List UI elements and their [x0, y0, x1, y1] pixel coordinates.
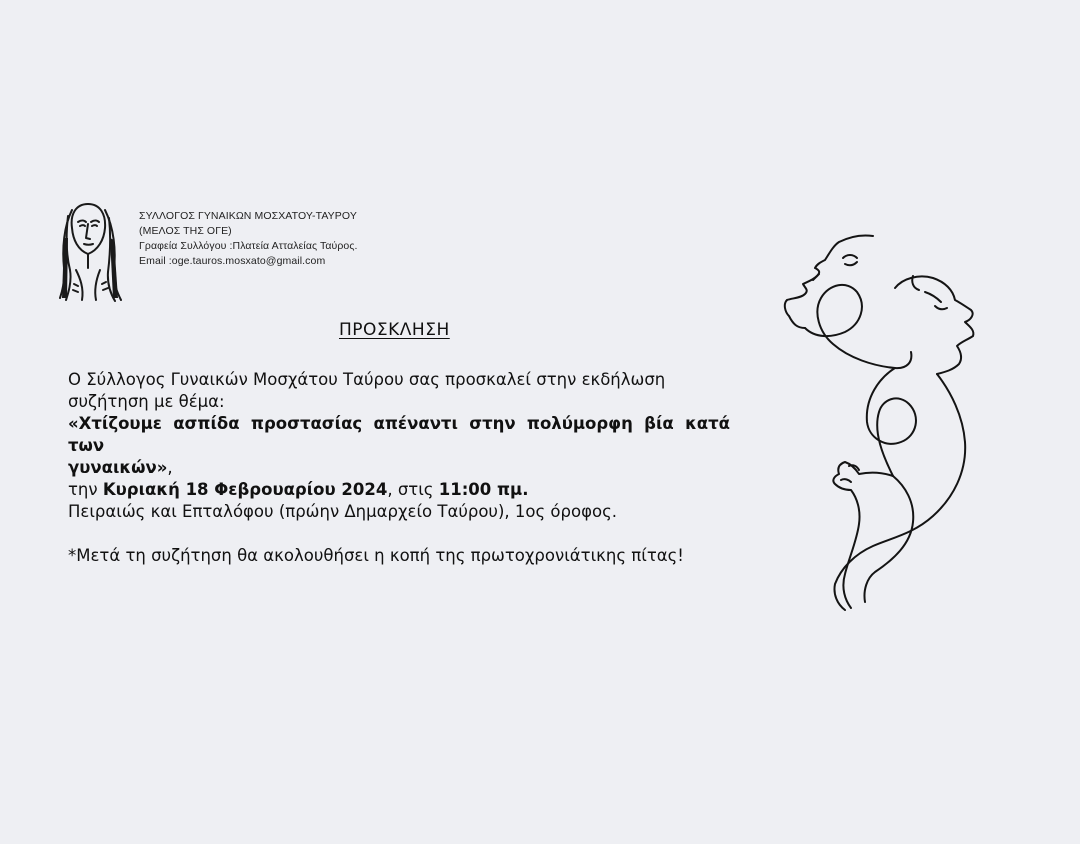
event-note: *Μετά τη συζήτηση θα ακολουθήσει η κοπή της πρωτοχρονιάτικης πίτας!	[68, 546, 684, 565]
intro-line-1: Ο Σύλλογος Γυναικών Μοσχάτου Ταύρου σας προσκαλεί στην εκδήλωση	[68, 370, 666, 389]
intro-line-2: συζήτηση με θέμα:	[68, 392, 225, 411]
organization-email: Email :oge.tauros.mosxato@gmail.com	[139, 255, 326, 267]
line-art-faces-illustration-icon	[775, 228, 990, 613]
topic-line-2-row	[68, 457, 730, 479]
organization-info	[139, 209, 358, 269]
topic-line-1: «Χτίζουμε ασπίδα προστασίας απέναντι στην πολύμορφη βία κατά των	[68, 414, 730, 455]
event-time: 11:00 πμ.	[438, 480, 529, 499]
organization-offices: Γραφεία Συλλόγου :Πλατεία Ατταλείας Ταύρος.	[139, 240, 358, 252]
invitation-body	[68, 369, 730, 567]
organization-name: ΣΥΛΛΟΓΟΣ ΓΥΝΑΙΚΩΝ ΜΟΣΧΑΤΟΥ-ΤΑΥΡΟΥ	[139, 210, 357, 222]
organization-membership: (ΜΕΛΟΣ ΤΗΣ ΟΓΕ)	[139, 225, 232, 237]
time-prefix: , στις	[387, 480, 439, 499]
date-prefix: την	[68, 480, 103, 499]
topic-comma: ,	[167, 458, 173, 477]
invitation-title: ΠΡΟΣΚΛΗΣΗ	[339, 320, 450, 340]
date-time-line	[68, 479, 730, 501]
paragraph-spacer	[68, 523, 730, 545]
event-location: Πειραιώς και Επταλόφου (πρώην Δημαρχείο Ταύρου), 1ος όροφος.	[68, 502, 618, 521]
organization-logo-icon	[58, 198, 124, 302]
topic-line-2: γυναικών»	[68, 458, 168, 477]
event-date: Κυριακή 18 Φεβρουαρίου 2024	[102, 480, 388, 499]
